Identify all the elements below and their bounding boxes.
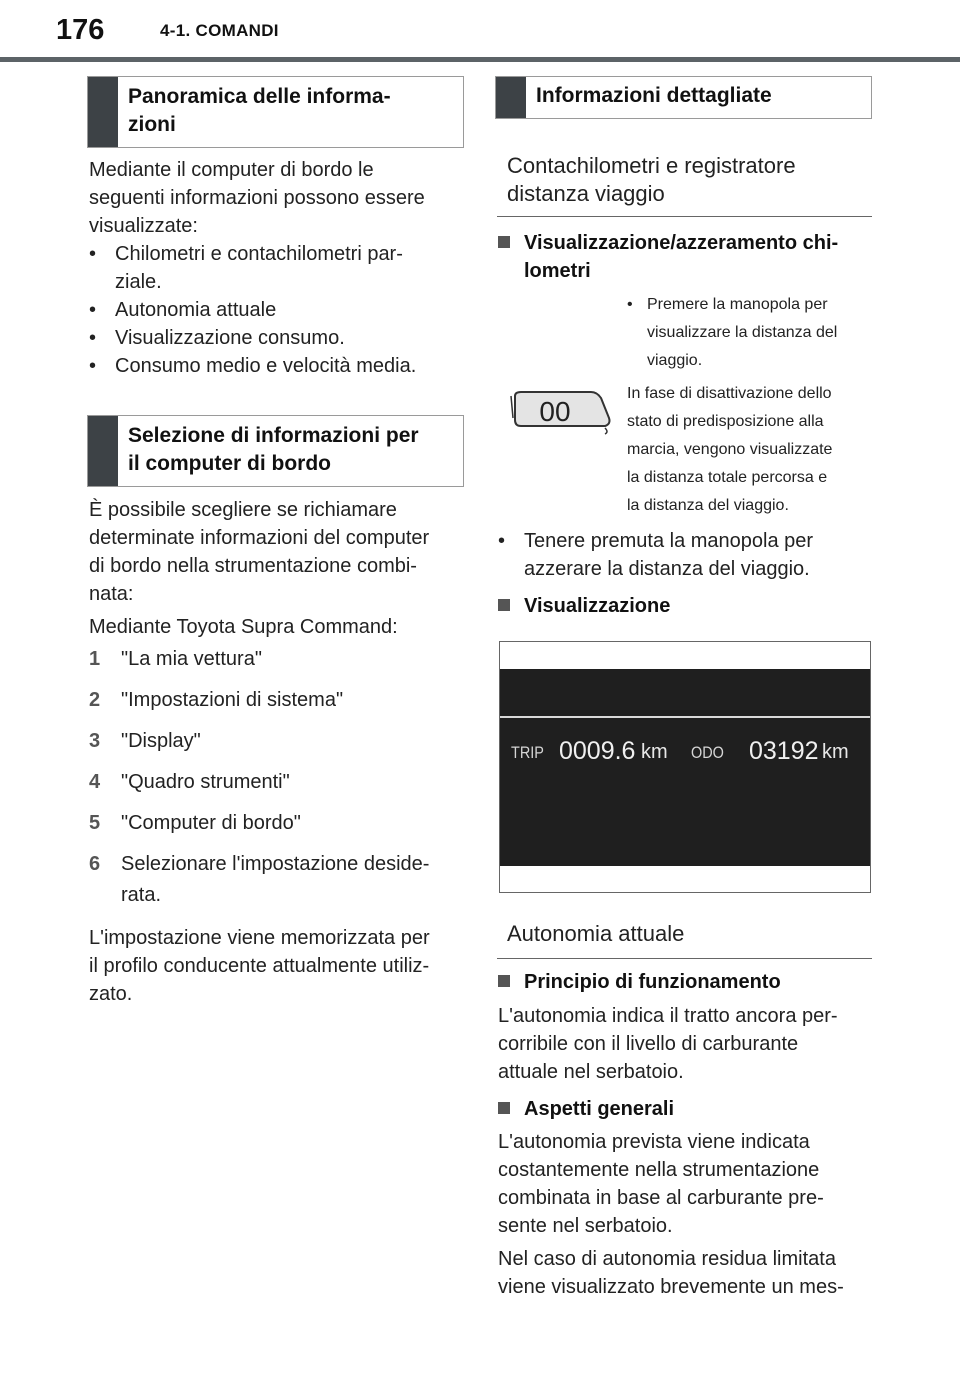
chapter-title: 4-1. COMANDI — [160, 21, 279, 40]
subsection-range: Autonomia attuale — [497, 920, 872, 959]
heading-visualization: Visualizzazione — [498, 592, 868, 620]
knob-bullet: • Premere la manopola per visualizzare la distanza del viaggio. — [627, 296, 838, 369]
list-item: • Chilometri e contachilometri par- ziale. — [89, 240, 459, 296]
page-number: 176 — [56, 14, 105, 46]
square-marker — [498, 236, 510, 248]
trip-unit: km — [641, 741, 668, 763]
steps-list: 1 "La mia vettura" 2 "Impostazioni di sistema" 3 "Display" 4 "Quadro strumenti" 5 "Computer di bordo" 6 Selezionare l'impostazione deside- rata. — [89, 648, 430, 906]
heading-display-reset: Visualizzazione/azzeramento chi- lometri — [498, 229, 868, 285]
list-item: • Consumo medio e velocità media. — [89, 352, 459, 380]
square-marker — [498, 599, 510, 611]
section-title-details: Informazioni dettagliate — [536, 84, 772, 107]
limited-range-paragraph: Nel caso di autonomia residua limitata viene visualizzato brevemente un mes- — [498, 1248, 844, 1298]
memory-paragraph: L'impostazione viene memorizzata per il profilo conducente attualmente utiliz- zato. — [89, 927, 430, 1005]
odo-label: ODO — [691, 743, 724, 762]
list-item: • Autonomia attuale — [89, 296, 459, 324]
section-title-selection: Selezione di informazioni per il computer di bordo — [128, 424, 419, 475]
section-box-details — [495, 76, 872, 119]
intro-paragraph: Mediante il computer di bordo le seguenti informazioni possono essere visualizzate: — [89, 159, 425, 237]
odo-value: 03192 — [749, 737, 819, 765]
rotary-knob-icon — [509, 388, 613, 436]
selection-paragraph: È possibile scegliere se richiamare determinate informazioni del computer di bordo nella strumentazione combi- nata: — [89, 499, 430, 605]
instrument-display — [499, 641, 871, 893]
subsection-odometer: Contachilometri e registratore distanza viaggio — [497, 152, 872, 217]
square-marker — [498, 1102, 510, 1114]
heading-operating-principle: Principio di funzionamento — [498, 968, 868, 996]
square-marker — [498, 975, 510, 987]
display-divider — [500, 716, 870, 718]
heading-general-aspects: Aspetti generali — [498, 1095, 868, 1123]
odo-unit: km — [822, 741, 849, 763]
principle-paragraph: L'autonomia indica il tratto ancora per- corribile con il livello di carburante attuale nel serbatoio. — [498, 1005, 838, 1083]
trip-label: TRIP — [511, 743, 544, 762]
deactivation-note: In fase di disattivazione dello stato di predisposizione alla marcia, vengono visualizzate la distanza totale percorsa e la distanza del viaggio. — [627, 385, 833, 514]
command-paragraph: Mediante Toyota Supra Command: — [89, 616, 398, 638]
section-title-overview: Panoramica delle informa- zioni — [128, 85, 391, 136]
svg-text:00: 00 — [539, 396, 571, 427]
reset-bullet: • Tenere premuta la manopola per azzerare la distanza del viaggio. — [498, 530, 814, 580]
section-bar — [496, 77, 526, 118]
general-paragraph: L'autonomia prevista viene indicata costantemente nella strumentazione combinata in base al carburante pre- sente nel serbatoio. — [498, 1131, 824, 1237]
display-panel — [500, 669, 870, 866]
trip-value: 0009.6 — [559, 737, 636, 765]
list-item: • Visualizzazione consumo. — [89, 324, 459, 352]
